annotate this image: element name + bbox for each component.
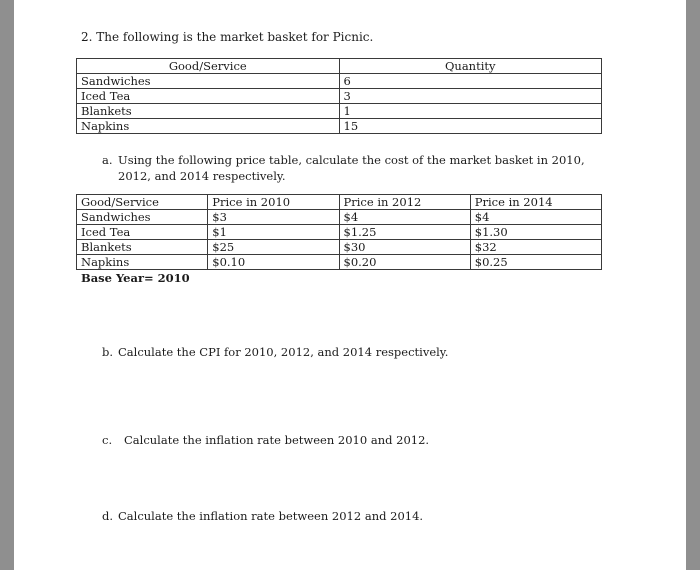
table-header-row bbox=[77, 195, 602, 210]
table-cell: 3 bbox=[339, 89, 602, 104]
table-cell: $0.20 bbox=[339, 255, 470, 270]
price-table bbox=[76, 194, 602, 270]
header-quantity: Quantity bbox=[339, 59, 602, 74]
table-cell: $4 bbox=[339, 210, 470, 225]
table-cell: $0.10 bbox=[208, 255, 339, 270]
part-b-label: b. bbox=[102, 345, 114, 359]
table-cell: $30 bbox=[339, 240, 470, 255]
part-d-label: d. bbox=[102, 509, 114, 523]
base-year-note: Base Year= 2010 bbox=[81, 271, 190, 285]
table-header-row bbox=[77, 59, 602, 74]
part-a-label: a. bbox=[102, 153, 113, 167]
table-cell: Sandwiches bbox=[77, 210, 208, 225]
table-cell: $25 bbox=[208, 240, 339, 255]
part-b-text: Calculate the CPI for 2010, 2012, and 2014 respectively. bbox=[118, 345, 449, 359]
table-row bbox=[77, 255, 602, 270]
table-cell: Blankets bbox=[77, 240, 208, 255]
part-a-line2: 2012, and 2014 respectively. bbox=[118, 169, 286, 183]
table-row bbox=[77, 119, 602, 134]
part-c-text: Calculate the inflation rate between 2010 and 2012. bbox=[124, 433, 430, 447]
table-cell: 6 bbox=[339, 74, 602, 89]
table-cell: 1 bbox=[339, 104, 602, 119]
table-cell: $1 bbox=[208, 225, 339, 240]
table-row bbox=[77, 240, 602, 255]
header-good-service: Good/Service bbox=[77, 195, 208, 210]
table-cell: 15 bbox=[339, 119, 602, 134]
table-cell: Napkins bbox=[77, 255, 208, 270]
table-cell: $1.25 bbox=[339, 225, 470, 240]
header-good-service: Good/Service bbox=[77, 59, 340, 74]
table-cell: $32 bbox=[470, 240, 601, 255]
table-cell: Napkins bbox=[77, 119, 340, 134]
header-price-2012: Price in 2012 bbox=[339, 195, 470, 210]
part-c-label: c. bbox=[102, 433, 113, 447]
table-cell: Iced Tea bbox=[77, 89, 340, 104]
table-cell: $3 bbox=[208, 210, 339, 225]
market-basket-table bbox=[76, 58, 602, 134]
table-cell: $1.30 bbox=[470, 225, 601, 240]
table-row bbox=[77, 89, 602, 104]
part-d bbox=[102, 508, 423, 524]
question-title: 2. The following is the market basket for Picnic. bbox=[81, 30, 374, 44]
table-cell: Sandwiches bbox=[77, 74, 340, 89]
part-a bbox=[102, 152, 592, 184]
table-cell: $0.25 bbox=[470, 255, 601, 270]
table-row bbox=[77, 74, 602, 89]
header-price-2014: Price in 2014 bbox=[470, 195, 601, 210]
part-d-text: Calculate the inflation rate between 2012 and 2014. bbox=[118, 509, 424, 523]
part-b bbox=[102, 344, 448, 360]
table-cell: Blankets bbox=[77, 104, 340, 119]
table-cell: Iced Tea bbox=[77, 225, 208, 240]
table-row bbox=[77, 210, 602, 225]
part-c bbox=[102, 432, 429, 448]
table-row bbox=[77, 104, 602, 119]
table-row bbox=[77, 225, 602, 240]
part-a-line1: Using the following price table, calculate the cost of the market basket in 2010, bbox=[118, 153, 585, 167]
header-price-2010: Price in 2010 bbox=[208, 195, 339, 210]
table-cell: $4 bbox=[470, 210, 601, 225]
